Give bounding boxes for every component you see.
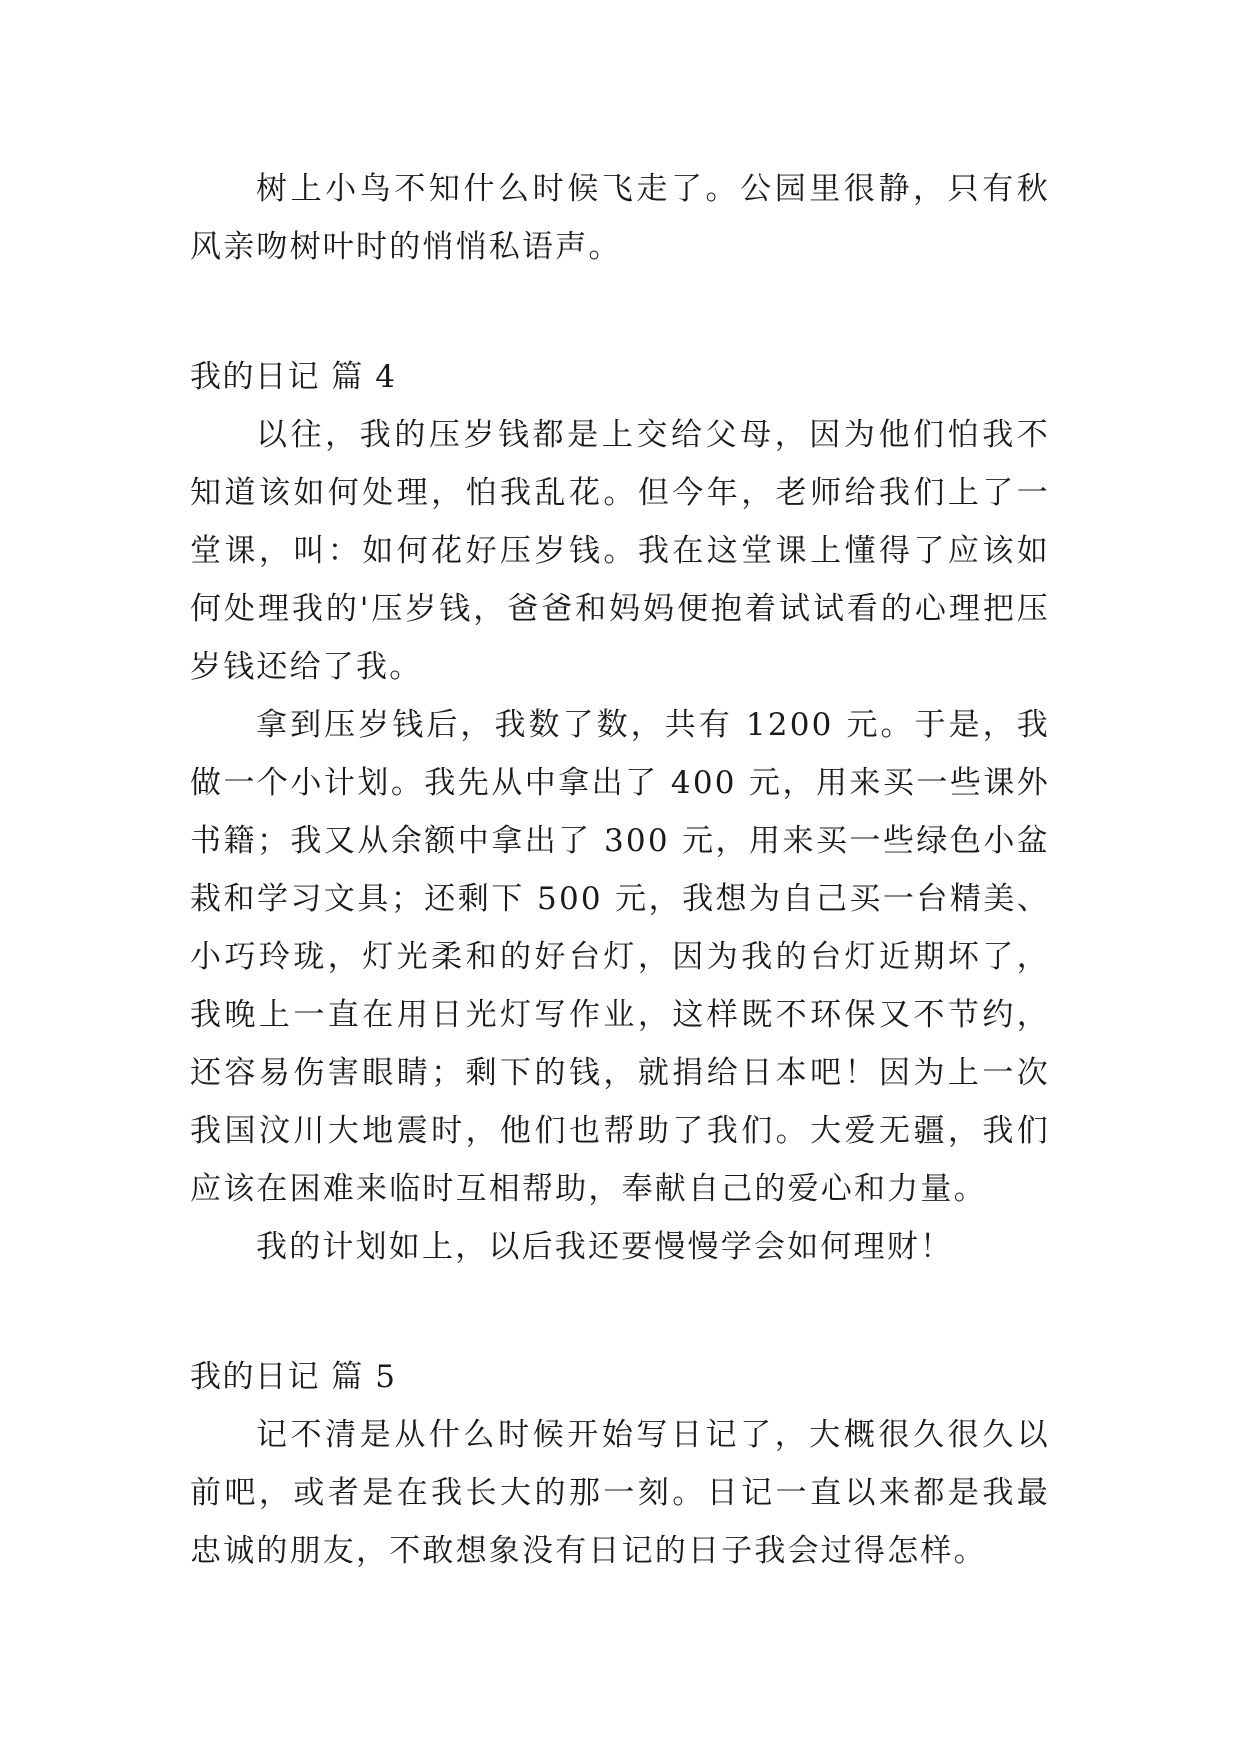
section-gap: [190, 1276, 1050, 1348]
section-gap: [190, 276, 1050, 348]
paragraph: 我的计划如上，以后我还要慢慢学会如何理财！: [256, 1229, 954, 1265]
paragraph: 以往，我的压岁钱都是上交给父母，因为他们怕我不知道该如何处理，怕我乱花。但今年，老师给我们上了一堂课，叫：如何花好压岁钱。我在这堂课上懂得了应该如何处理我的'压岁钱，爸爸和妈妈便抱着试试看的心理把压岁钱还给了我。: [190, 417, 1050, 685]
paragraph: 拿到压岁钱后，我数了数，共有 1200 元。于是，我做一个小计划。我先从中拿出了 400 元，用来买一些课外书籍；我又从余额中拿出了 300 元，用来买一些绿色小盆栽和学习文具；还剩下 500 元，我想为自己买一台精美、小巧玲珑，灯光柔和的好台灯，因为我的台灯近期坏了，我晚上一直在用日光灯写作业，这样既不环保又不节约，还容易伤害眼睛；剩下的钱，就捐给日本吧！因为上一次我国汶川大地震时，他们也帮助了我们。大爱无疆，我们应该在困难来临时互相帮助，奉献自己的爱心和力量。: [190, 707, 1050, 1207]
document-body: [190, 160, 1050, 1580]
paragraph: 树上小鸟不知什么时候飞走了。公园里很静，只有秋风亲吻树叶时的悄悄私语声。: [190, 171, 1050, 265]
section-heading: 我的日记 篇 4: [190, 359, 397, 395]
paragraph: 记不清是从什么时候开始写日记了，大概很久很久以前吧，或者是在我长大的那一刻。日记一直以来都是我最忠诚的朋友，不敢想象没有日记的日子我会过得怎样。: [190, 1417, 1050, 1569]
section-heading: 我的日记 篇 5: [190, 1359, 397, 1395]
